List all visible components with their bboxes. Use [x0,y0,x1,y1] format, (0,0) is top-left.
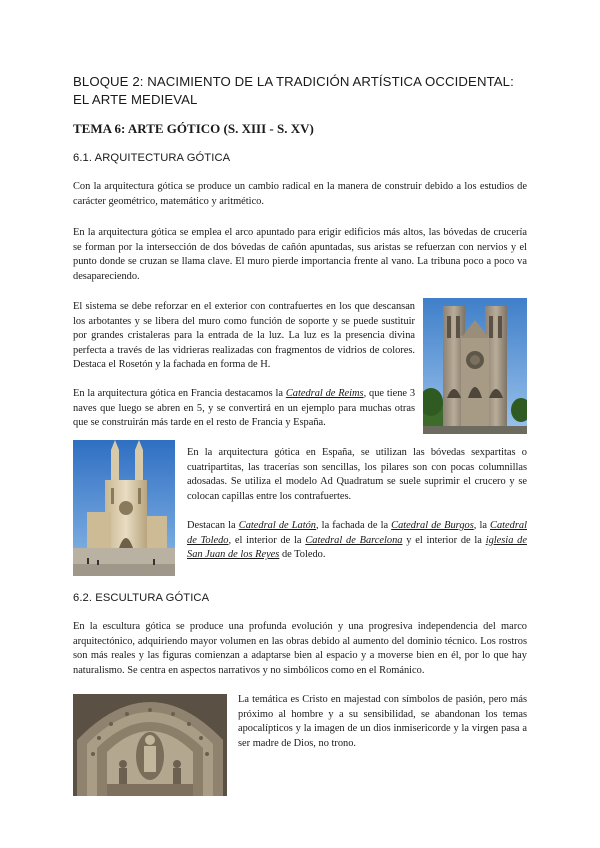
text-run: , la [473,520,491,531]
burgos-cathedral-illustration [73,440,175,576]
link-catedral-burgos[interactable]: Catedral de Burgos [391,520,474,531]
text-run: , la fachada de la [315,520,392,531]
paragraph-escultura-2: La temática es Cristo en majestad con símbolos de pasión, pero más próximo al hombre y a su sensibilidad, se abandonan los temas apocalípticos y la imagen de un dios inmisericorde y la virgen pasa a ser madre de Dios, no trono. [238,694,527,749]
paragraph-arquitectura-1: Con la arquitectura gótica se produce un cambio radical en la manera de construir debido a los estudios de carácter geométrico, matemático y aritmético. [73,181,527,207]
link-catedral-barcelona[interactable]: Catedral de Barcelona [305,534,403,546]
text-run: , que tiene 3 naves que luego se abren en 5, y se convertirá en un ejemplo para muchas otras que se construirán más tarde en el resto de Francia y España. [73,388,416,429]
gothic-tympanum-image [73,694,227,796]
link-iglesia-san-juan-reyes[interactable]: iglesia de San Juan de los Reyes [187,534,527,561]
text-run: En la arquitectura gótica en Francia destacamos la [73,388,286,399]
text-run: y el interior de la [402,534,486,546]
burgos-cathedral-image [73,440,175,576]
paragraph-arquitectura-2: En la arquitectura gótica se emplea el arco apuntado para erigir edificios más altos, las bóvedas de crucería se forman por la intersección de dos bóvedas de cañón apuntadas, sus aristas se refuerzan con nervios y el punto donde se cruzan se llama clave. El muro pierde importancia frente al vano. La tribuna poco a poco va desapareciendo. [73,227,527,282]
link-catedral-laton[interactable]: Catedral de Latón [238,520,316,531]
paragraph-arquitectura-6 [187,519,527,563]
section-heading-arquitectura: 6.1. ARQUITECTURA GÓTICA [73,152,231,164]
paragraph-arquitectura-3: El sistema se debe reforzar en el exterior con contrafuertes en los que descansan los arbotantes y se libera del muro como función de soporte y se puede sustituir por grandes cristaleras para la entrada de la luz. La luz es la presencia divina perfecta a través de las vidrieras realizadas con fragmentos de vidrios de colores. Destaca el Rosetón y la fachada en forma de H. [73,301,415,371]
paragraph-arquitectura-5: En la arquitectura gótica en España, se utilizan las bóvedas sexpartitas o cuatripartitas, las tracerías son sencillas, los pilares son con pocas columnillas adosadas. Se utiliza el modelo Ad Quadratum se suele suprimir el crucero y se colocan capillas entre los contrafuertes. [187,447,527,502]
section-heading-escultura: 6.2. ESCULTURA GÓTICA [73,592,210,604]
reims-cathedral-illustration [423,298,527,434]
gothic-tympanum-illustration [73,694,227,796]
paragraph-arquitectura-4 [73,387,415,431]
link-catedral-toledo[interactable]: Catedral de Toledo [187,520,527,546]
link-catedral-reims[interactable]: Catedral de Reims [285,388,364,399]
reims-cathedral-image [423,298,527,434]
text-run: de Toledo. [279,549,326,561]
document-title: BLOQUE 2: NACIMIENTO DE LA TRADICIÓN ARTÍSTICA OCCIDENTAL: EL ARTE MEDIEVAL [73,74,514,107]
text-run: , el interior de la [228,534,306,546]
tema-heading: TEMA 6: ARTE GÓTICO (S. XIII - S. XV) [73,121,314,136]
text-run: Destacan la [187,520,239,531]
paragraph-escultura-1: En la escultura gótica se produce una profunda evolución y una progresiva independencia del marco arquitectónico, adquiriendo mayor volumen en las obras debido al aumento del dominio técnico. Los rostros son más reales y las figuras comienzan a adaptarse bien al espacio y a moverse bien en él, por lo que hay naturalismo. Se centra en aspectos narrativos y no simbólicos como en el Románico. [73,621,527,676]
